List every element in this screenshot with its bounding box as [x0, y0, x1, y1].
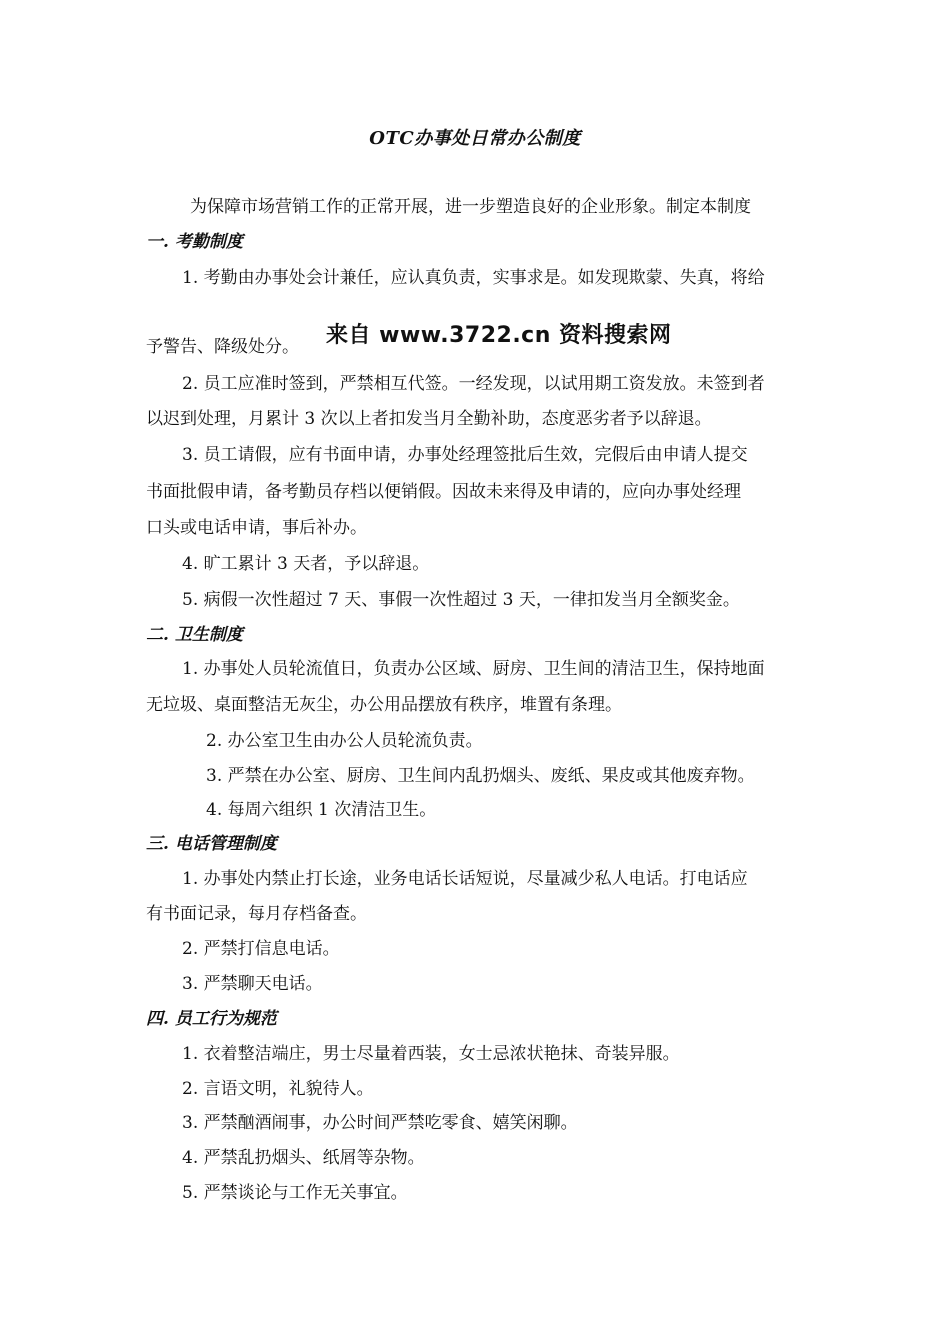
conduct-line-1: 1. 衣着整洁端庄，男士尽量着西装，女士忌浓状艳抹、奇装异服。: [182, 1044, 680, 1064]
phone-line-1: 1. 办事处内禁止打长途，业务电话长话短说，尽量减少私人电话。打电话应: [182, 869, 748, 889]
attendance-line-2: 予警告、降级处分。: [146, 337, 299, 357]
section-heading-attendance: 一. 考勤制度: [146, 232, 243, 252]
conduct-line-4: 4. 严禁乱扔烟头、纸屑等杂物。: [182, 1148, 425, 1168]
conduct-line-2: 2. 言语文明，礼貌待人。: [182, 1079, 374, 1099]
attendance-line-5: 3. 员工请假，应有书面申请，办事处经理签批后生效，完假后由申请人提交: [182, 445, 748, 465]
attendance-line-4: 以迟到处理，月累计 3 次以上者扣发当月全勤补助，态度恶劣者予以辞退。: [146, 409, 712, 429]
conduct-line-3: 3. 严禁酗酒闹事，办公时间严禁吃零食、嬉笑闲聊。: [182, 1113, 578, 1133]
hygiene-line-3: 2. 办公室卫生由办公人员轮流负责。: [206, 731, 483, 751]
intro-paragraph: 为保障市场营销工作的正常开展，进一步塑造良好的企业形象。制定本制度: [190, 197, 751, 217]
attendance-line-7: 口头或电话申请，事后补办。: [146, 518, 367, 538]
section-heading-phone: 三. 电话管理制度: [146, 834, 277, 854]
attendance-line-1: 1. 考勤由办事处会计兼任，应认真负责，实事求是。如发现欺蒙、失真，将给: [182, 268, 765, 288]
conduct-line-5: 5. 严禁谈论与工作无关事宜。: [182, 1183, 408, 1203]
hygiene-line-4: 3. 严禁在办公室、厨房、卫生间内乱扔烟头、废纸、果皮或其他废弃物。: [206, 766, 755, 786]
hygiene-line-5: 4. 每周六组织 1 次清洁卫生。: [206, 800, 437, 820]
phone-line-4: 3. 严禁聊天电话。: [182, 974, 323, 994]
section-heading-hygiene: 二. 卫生制度: [146, 625, 243, 645]
hygiene-line-2: 无垃圾、桌面整洁无灰尘，办公用品摆放有秩序，堆置有条理。: [146, 695, 622, 715]
attendance-line-9: 5. 病假一次性超过 7 天、事假一次性超过 3 天，一律扣发当月全额奖金。: [182, 590, 740, 610]
hygiene-line-1: 1. 办事处人员轮流值日，负责办公区域、厨房、卫生间的清洁卫生，保持地面: [182, 659, 765, 679]
document-title: OTC办事处日常办公制度: [369, 128, 581, 149]
attendance-line-8: 4. 旷工累计 3 天者，予以辞退。: [182, 554, 430, 574]
attendance-line-3: 2. 员工应准时签到，严禁相互代签。一经发现，以试用期工资发放。未签到者: [182, 374, 765, 394]
watermark-text: 来自 www.3722.cn 资料搜索网: [326, 323, 672, 348]
section-heading-conduct: 四. 员工行为规范: [146, 1009, 277, 1029]
phone-line-2: 有书面记录，每月存档备查。: [146, 904, 367, 924]
attendance-line-6: 书面批假申请，备考勤员存档以便销假。因故未来得及申请的，应向办事处经理: [146, 482, 741, 502]
phone-line-3: 2. 严禁打信息电话。: [182, 939, 340, 959]
